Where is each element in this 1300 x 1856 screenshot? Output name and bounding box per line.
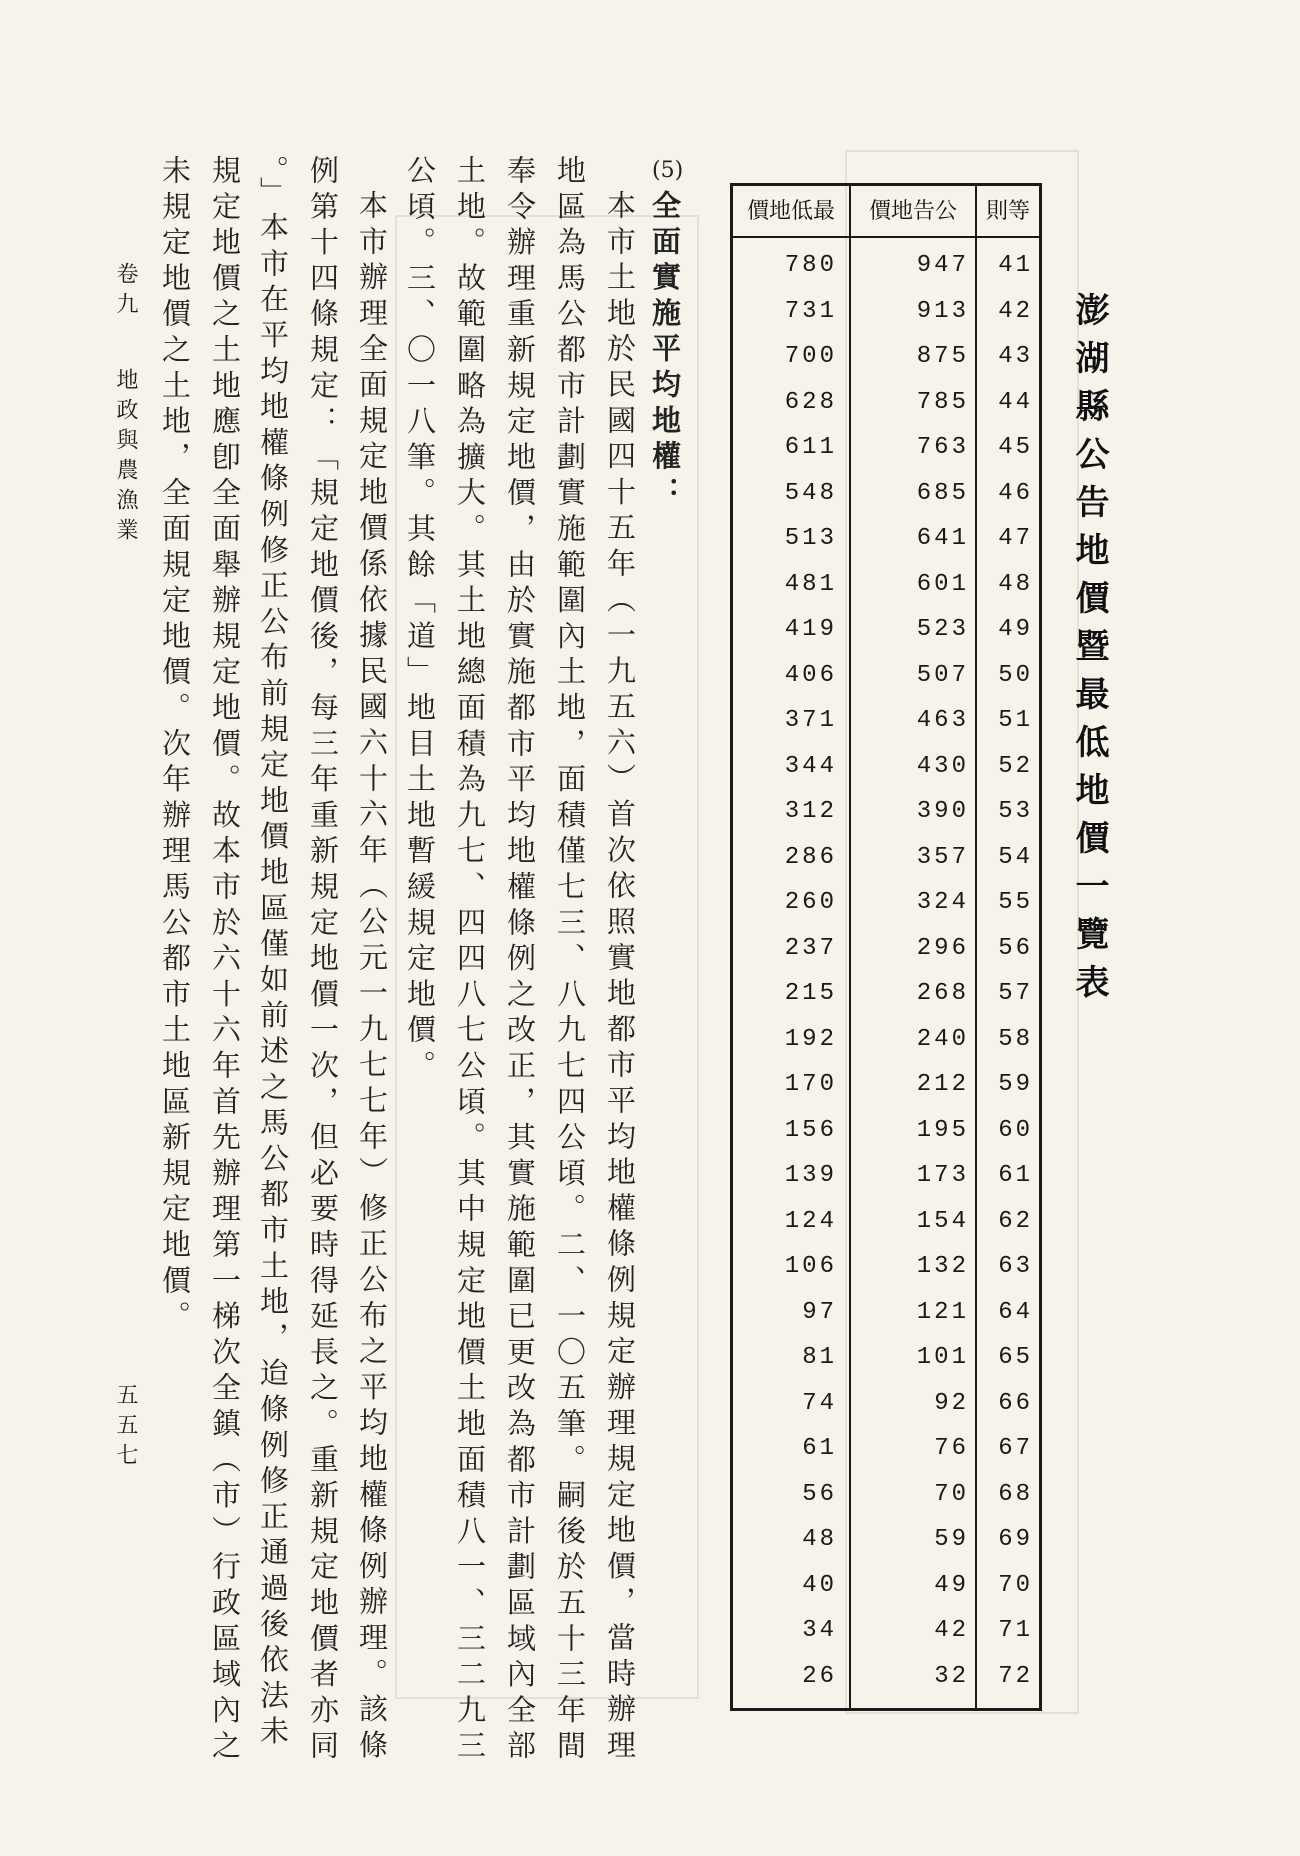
- grade-cell: 57: [998, 980, 1033, 1007]
- table-row: [733, 1471, 1039, 1517]
- announced-price-cell: 785: [916, 388, 969, 416]
- min-price-cell: 628: [784, 388, 837, 416]
- text-column-9: 。」本市在平均地權條例修正公布前規定地價地區僅如前述之馬公都市土地，迨條例修正通過後依法未: [256, 155, 290, 1752]
- announced-price-cell: 121: [916, 1298, 969, 1326]
- grade-cell: 48: [998, 570, 1033, 598]
- min-price-cell: 481: [784, 570, 837, 598]
- announced-price-cell: 601: [916, 570, 969, 598]
- announced-price-cell: 70: [934, 1480, 969, 1508]
- grade-cell: 50: [998, 661, 1033, 689]
- text-column-2: 本市土地於民國四十五年（一九五六）首次依照實地都市平均地權條例規定辦理規定地價，當時辦理: [603, 190, 637, 1766]
- grade-cell: 44: [998, 388, 1033, 416]
- text-column-5: 土地。故範圍略為擴大。其土地總面積為九七、四四八七公頃。其中規定地價土地面積八一、三二九三: [453, 155, 487, 1766]
- min-price-cell: 312: [784, 798, 837, 825]
- table-row: [733, 697, 1039, 743]
- grade-cell: 42: [998, 297, 1033, 325]
- min-price-cell: 170: [784, 1071, 837, 1098]
- grade-cell: 52: [998, 752, 1033, 780]
- min-price-cell: 344: [784, 752, 837, 780]
- table-row: [733, 1152, 1039, 1198]
- text-column-10: 規定地價之土地應卽全面舉辦規定地價。故本市於六十六年首先辦理第一梯次全鎮（市）行政區域內之: [208, 155, 242, 1766]
- min-price-cell: 156: [784, 1116, 837, 1144]
- min-price-cell: 215: [784, 980, 837, 1007]
- page-number: 五五七: [113, 1383, 138, 1473]
- announced-price-cell: 685: [916, 479, 969, 507]
- announced-price-cell: 296: [916, 934, 969, 962]
- min-price-cell: 731: [784, 297, 837, 325]
- min-price-cell: 124: [784, 1207, 837, 1235]
- announced-price-cell: 913: [916, 297, 969, 325]
- table-row: [733, 834, 1039, 880]
- grade-cell: 65: [998, 1344, 1033, 1371]
- min-price-cell: 97: [802, 1298, 837, 1326]
- grade-cell: 67: [998, 1435, 1033, 1462]
- table-row: [733, 333, 1039, 379]
- table-row: [733, 788, 1039, 834]
- grade-cell: 49: [998, 616, 1033, 643]
- grade-cell: 56: [998, 934, 1033, 962]
- text-column-7: 本市辦理全面規定地價係依據民國六十六年（公元一九七七年）修正公布之平均地權條例辦理。該條: [355, 190, 389, 1766]
- grade-cell: 43: [998, 343, 1033, 370]
- table-row: [733, 379, 1039, 425]
- grade-cell: 71: [998, 1617, 1033, 1644]
- table-row: [733, 561, 1039, 607]
- announced-price-cell: 42: [934, 1617, 969, 1644]
- table-row: [733, 652, 1039, 698]
- min-price-cell: 611: [784, 434, 837, 461]
- announced-price-cell: 132: [916, 1253, 969, 1280]
- announced-price-cell: 76: [934, 1435, 969, 1462]
- min-price-cell: 406: [784, 661, 837, 689]
- announced-price-cell: 357: [916, 843, 969, 871]
- grade-cell: 47: [998, 525, 1033, 552]
- grade-cell: 58: [998, 1025, 1033, 1053]
- table-row: [733, 1562, 1039, 1608]
- grade-cell: 55: [998, 889, 1033, 916]
- header-min-price: 價地低最: [746, 199, 835, 224]
- text-column-3: 地區為馬公都市計劃實施範圍內土地，面積僅七三、八九七四公頃。二、一〇五筆。嗣後於五十三年間: [553, 155, 587, 1766]
- chapter-topic: 地政與農漁業: [113, 368, 138, 548]
- min-price-cell: 34: [802, 1617, 837, 1644]
- table-row: [733, 1653, 1039, 1699]
- min-price-cell: 700: [784, 343, 837, 370]
- announced-price-cell: 430: [916, 752, 969, 780]
- grade-cell: 46: [998, 479, 1033, 507]
- announced-price-cell: 507: [916, 661, 969, 689]
- table-row: [733, 1380, 1039, 1426]
- table-row: [733, 925, 1039, 971]
- announced-price-cell: 92: [934, 1389, 969, 1417]
- grade-cell: 68: [998, 1480, 1033, 1508]
- grade-cell: 53: [998, 798, 1033, 825]
- table-row: [733, 1016, 1039, 1062]
- min-price-cell: 40: [802, 1571, 837, 1599]
- announced-price-cell: 268: [916, 980, 969, 1007]
- text-column-4: 奉令辦理重新規定地價，由於實施都市平均地權條例之改正，其實施範圍已更改為都市計劃區域內全部: [503, 155, 537, 1766]
- min-price-cell: 548: [784, 479, 837, 507]
- header-announced-price: 價地告公: [868, 199, 957, 224]
- table-row: [733, 743, 1039, 789]
- min-price-cell: 48: [802, 1526, 837, 1553]
- announced-price-cell: 523: [916, 616, 969, 643]
- table-row: [733, 1334, 1039, 1380]
- table-row: [733, 1198, 1039, 1244]
- table-row: [733, 288, 1039, 334]
- table-row: [733, 424, 1039, 470]
- min-price-cell: 513: [784, 525, 837, 552]
- grade-cell: 41: [998, 252, 1033, 279]
- table-row: [733, 606, 1039, 652]
- min-price-cell: 56: [802, 1480, 837, 1508]
- text-column-1: 全面實施平均地權：: [648, 190, 682, 513]
- min-price-cell: 192: [784, 1025, 837, 1053]
- min-price-cell: 106: [784, 1253, 837, 1280]
- min-price-cell: 139: [784, 1162, 837, 1189]
- grade-cell: 61: [998, 1162, 1033, 1189]
- text-column-6: 公頃。三、〇一八筆。其餘「道」地目土地暫緩規定地價。: [403, 155, 437, 1086]
- announced-price-cell: 947: [916, 252, 969, 279]
- land-price-table: [730, 183, 1042, 1711]
- grade-cell: 60: [998, 1116, 1033, 1144]
- table-row: [733, 1289, 1039, 1335]
- announced-price-cell: 154: [916, 1207, 969, 1235]
- min-price-cell: 371: [784, 707, 837, 734]
- table-row: [733, 970, 1039, 1016]
- grade-cell: 62: [998, 1207, 1033, 1235]
- announced-price-cell: 59: [934, 1526, 969, 1553]
- table-row: [733, 470, 1039, 516]
- min-price-cell: 237: [784, 934, 837, 962]
- announced-price-cell: 324: [916, 889, 969, 916]
- grade-cell: 45: [998, 434, 1033, 461]
- announced-price-cell: 463: [916, 707, 969, 734]
- min-price-cell: 780: [784, 252, 837, 279]
- min-price-cell: 61: [802, 1435, 837, 1462]
- announced-price-cell: 641: [916, 525, 969, 552]
- announced-price-cell: 195: [916, 1116, 969, 1144]
- grade-cell: 69: [998, 1526, 1033, 1553]
- grade-cell: 63: [998, 1253, 1033, 1280]
- announced-price-cell: 240: [916, 1025, 969, 1053]
- announced-price-cell: 173: [916, 1162, 969, 1189]
- announced-price-cell: 212: [916, 1071, 969, 1098]
- table-row: [733, 1607, 1039, 1653]
- table-row: [733, 1061, 1039, 1107]
- min-price-cell: 419: [784, 616, 837, 643]
- table-row: [733, 1516, 1039, 1562]
- text-column-11: 未規定地價之土地，全面規定地價。次年辦理馬公都市土地區新規定地價。: [158, 155, 192, 1337]
- announced-price-cell: 763: [916, 434, 969, 461]
- announced-price-cell: 101: [916, 1344, 969, 1371]
- header-grade: 則等: [985, 199, 1030, 224]
- table-row: [733, 242, 1039, 288]
- announced-price-cell: 875: [916, 343, 969, 370]
- text-column-8: 例第十四條規定：「規定地價後，每三年重新規定地價一次，但必要時得延長之。重新規定地價者亦同: [306, 155, 340, 1766]
- grade-cell: 54: [998, 843, 1033, 871]
- table-row: [733, 879, 1039, 925]
- table-title: 澎湖縣公告地價暨最低地價一覽表: [1069, 292, 1109, 1012]
- min-price-cell: 74: [802, 1389, 837, 1417]
- grade-cell: 70: [998, 1571, 1033, 1599]
- table-row: [733, 1425, 1039, 1471]
- grade-cell: 64: [998, 1298, 1033, 1326]
- chapter-label: 卷九: [113, 262, 138, 322]
- table-row: [733, 1243, 1039, 1289]
- section-number: (5): [652, 158, 684, 183]
- grade-cell: 66: [998, 1389, 1033, 1417]
- table-body: [733, 242, 1039, 1698]
- table-row: [733, 515, 1039, 561]
- min-price-cell: 260: [784, 889, 837, 916]
- min-price-cell: 26: [802, 1662, 837, 1690]
- announced-price-cell: 390: [916, 798, 969, 825]
- table-row: [733, 1107, 1039, 1153]
- grade-cell: 59: [998, 1071, 1033, 1098]
- min-price-cell: 286: [784, 843, 837, 871]
- announced-price-cell: 49: [934, 1571, 969, 1599]
- grade-cell: 51: [998, 707, 1033, 734]
- announced-price-cell: 32: [934, 1662, 969, 1690]
- grade-cell: 72: [998, 1662, 1033, 1690]
- min-price-cell: 81: [802, 1344, 837, 1371]
